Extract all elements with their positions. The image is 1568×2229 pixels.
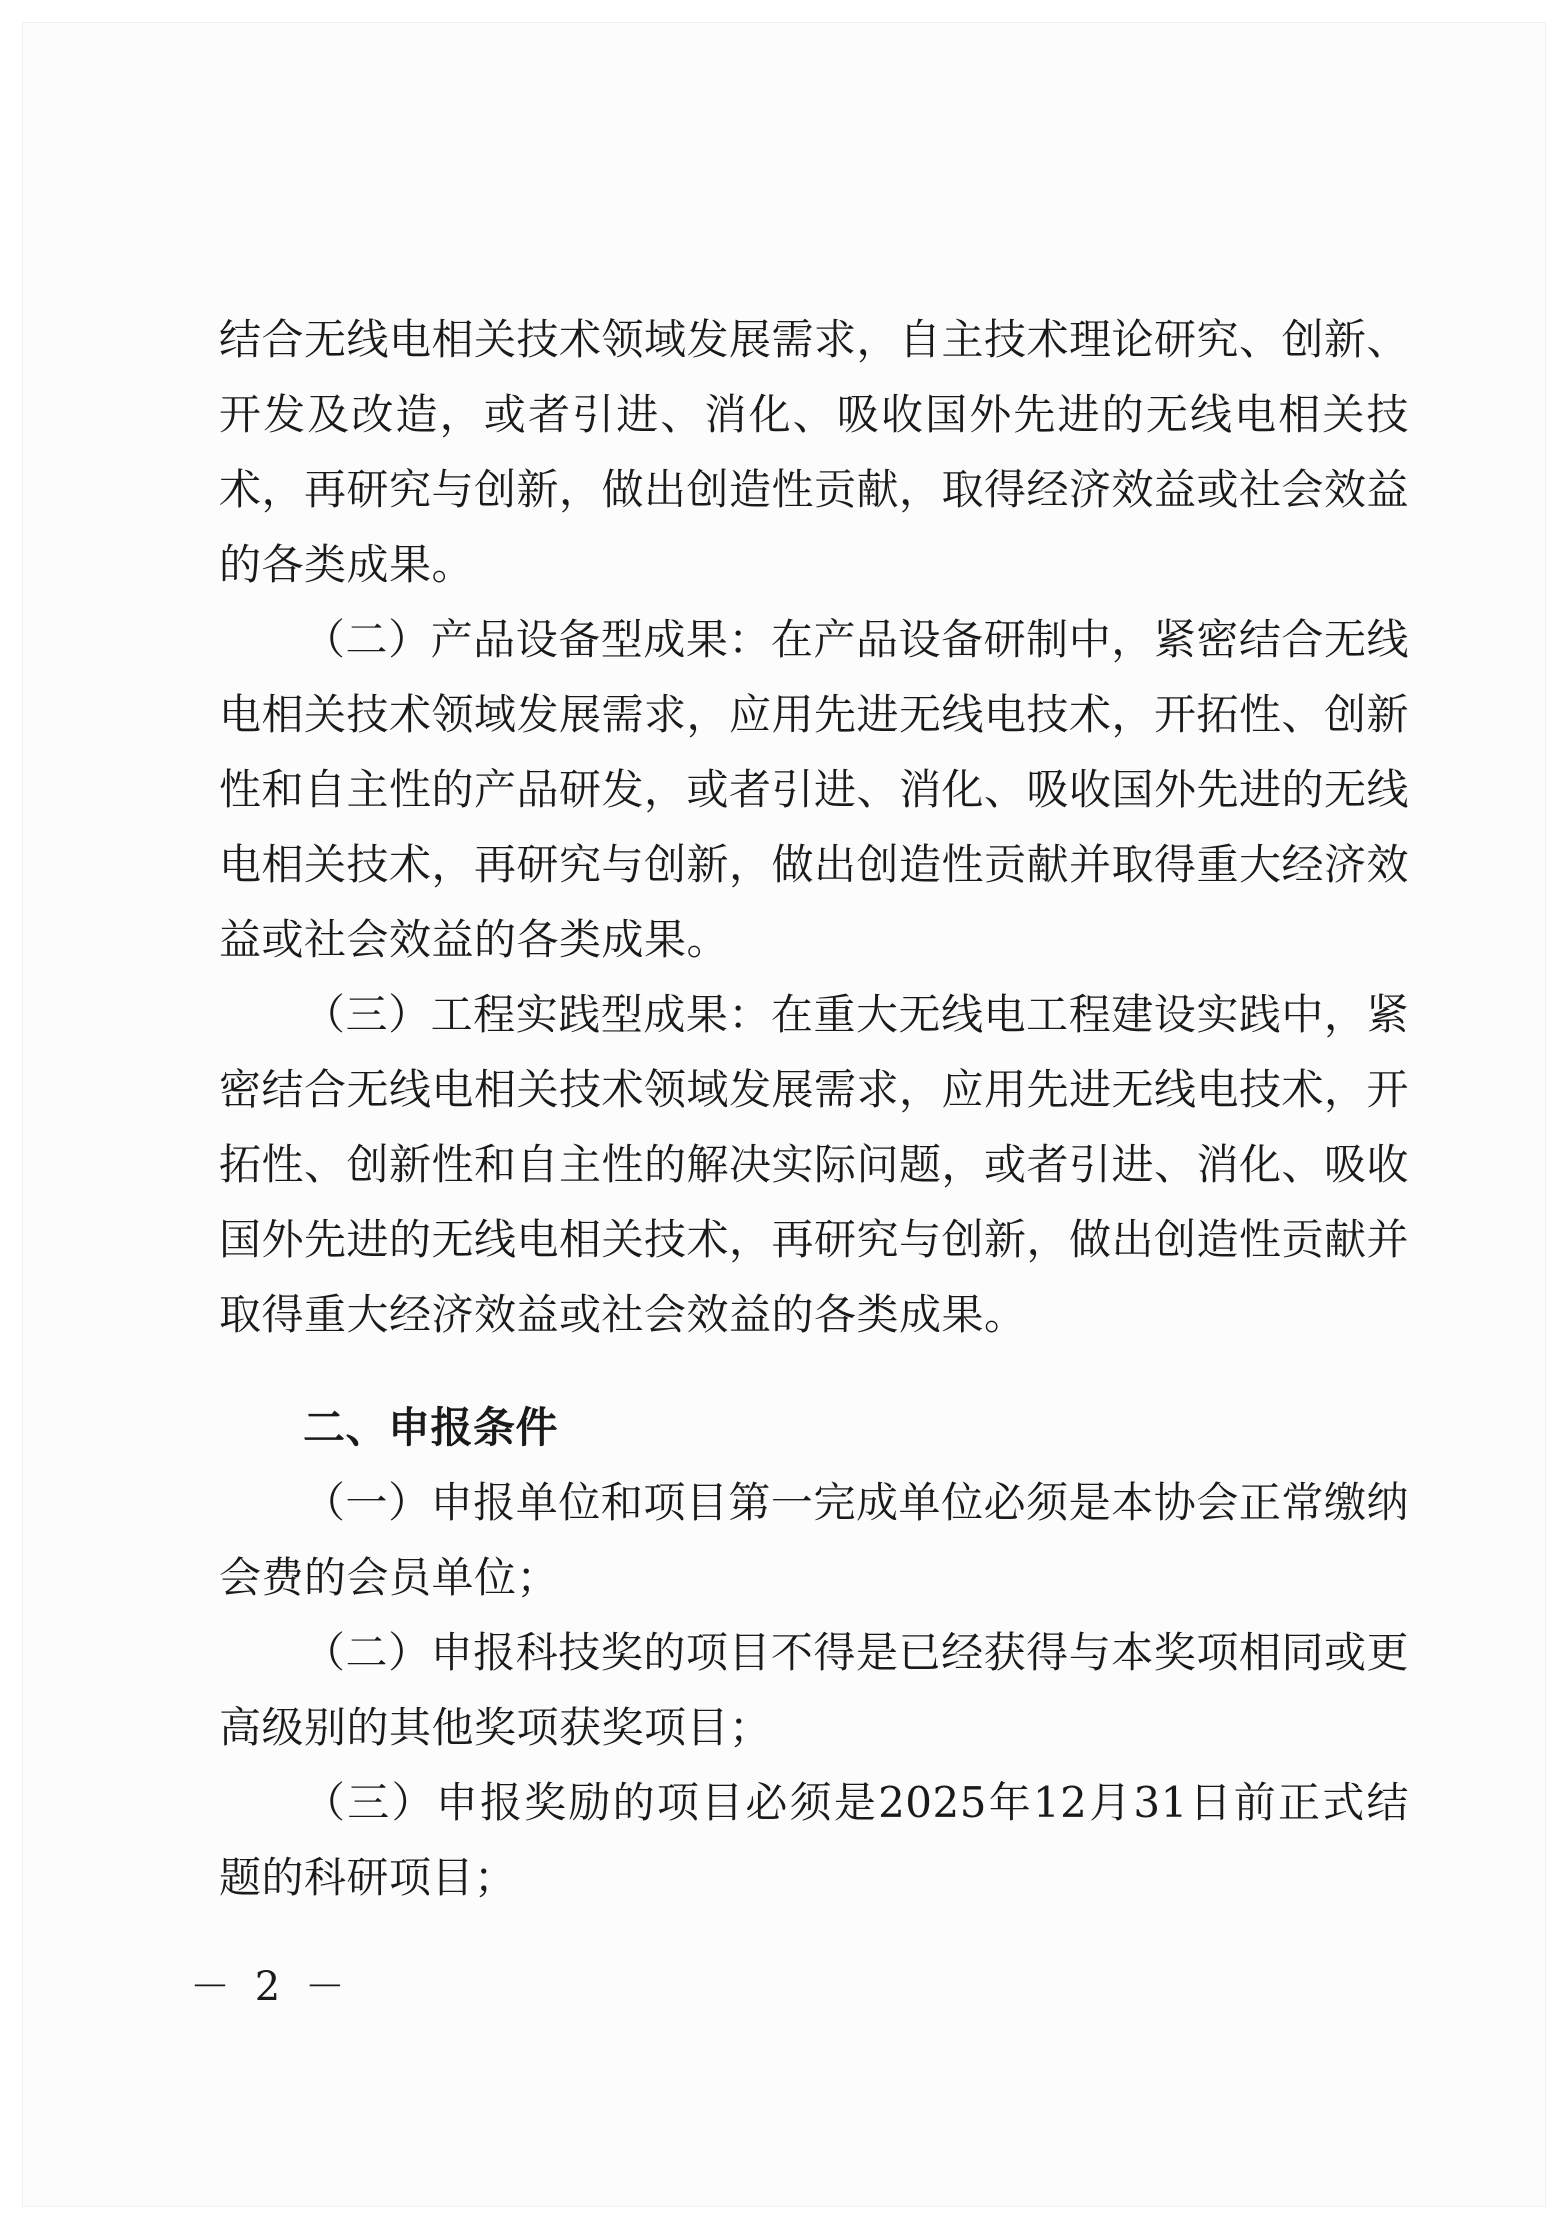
paragraph-product-equipment: （二）产品设备型成果：在产品设备研制中，紧密结合无线电相关技术领域发展需求，应用先进无线电技术，开拓性、创新性和自主性的产品研发，或者引进、消化、吸收国外先进的无线电相关技术，再研究与创新，做出创造性贡献并取得重大经济效益或社会效益的各类成果。 <box>219 615 1410 964</box>
page-number: － 2 － <box>190 1964 351 2010</box>
condition-item-3: （三）申报奖励的项目必须是2025年12月31日前正式结题的科研项目； <box>219 1778 1409 1902</box>
condition-item-1: （一）申报单位和项目第一完成单位必须是本协会正常缴纳会费的会员单位； <box>219 1478 1409 1602</box>
paragraph-engineering-practice: （三）工程实践型成果：在重大无线电工程建设实践中，紧密结合无线电相关技术领域发展需求，应用先进无线电技术，开拓性、创新性和自主性的解决实际问题，或者引进、消化、吸收国外先进的无线电相关技术，再研究与创新，做出创造性贡献并取得重大经济效益或社会效益的各类成果。 <box>219 990 1410 1339</box>
paragraph-continuation: 结合无线电相关技术领域发展需求，自主技术理论研究、创新、开发及改造，或者引进、消化、吸收国外先进的无线电相关技术，再研究与创新，做出创造性贡献，取得经济效益或社会效益的各类成果。 <box>219 315 1410 589</box>
section-heading-application-conditions: 二、申报条件 <box>303 1403 559 1452</box>
condition-item-2: （二）申报科技奖的项目不得是已经获得与本奖项相同或更高级别的其他奖项获奖项目； <box>219 1628 1409 1752</box>
document-page <box>22 22 1546 2207</box>
document-body <box>219 302 1409 1915</box>
